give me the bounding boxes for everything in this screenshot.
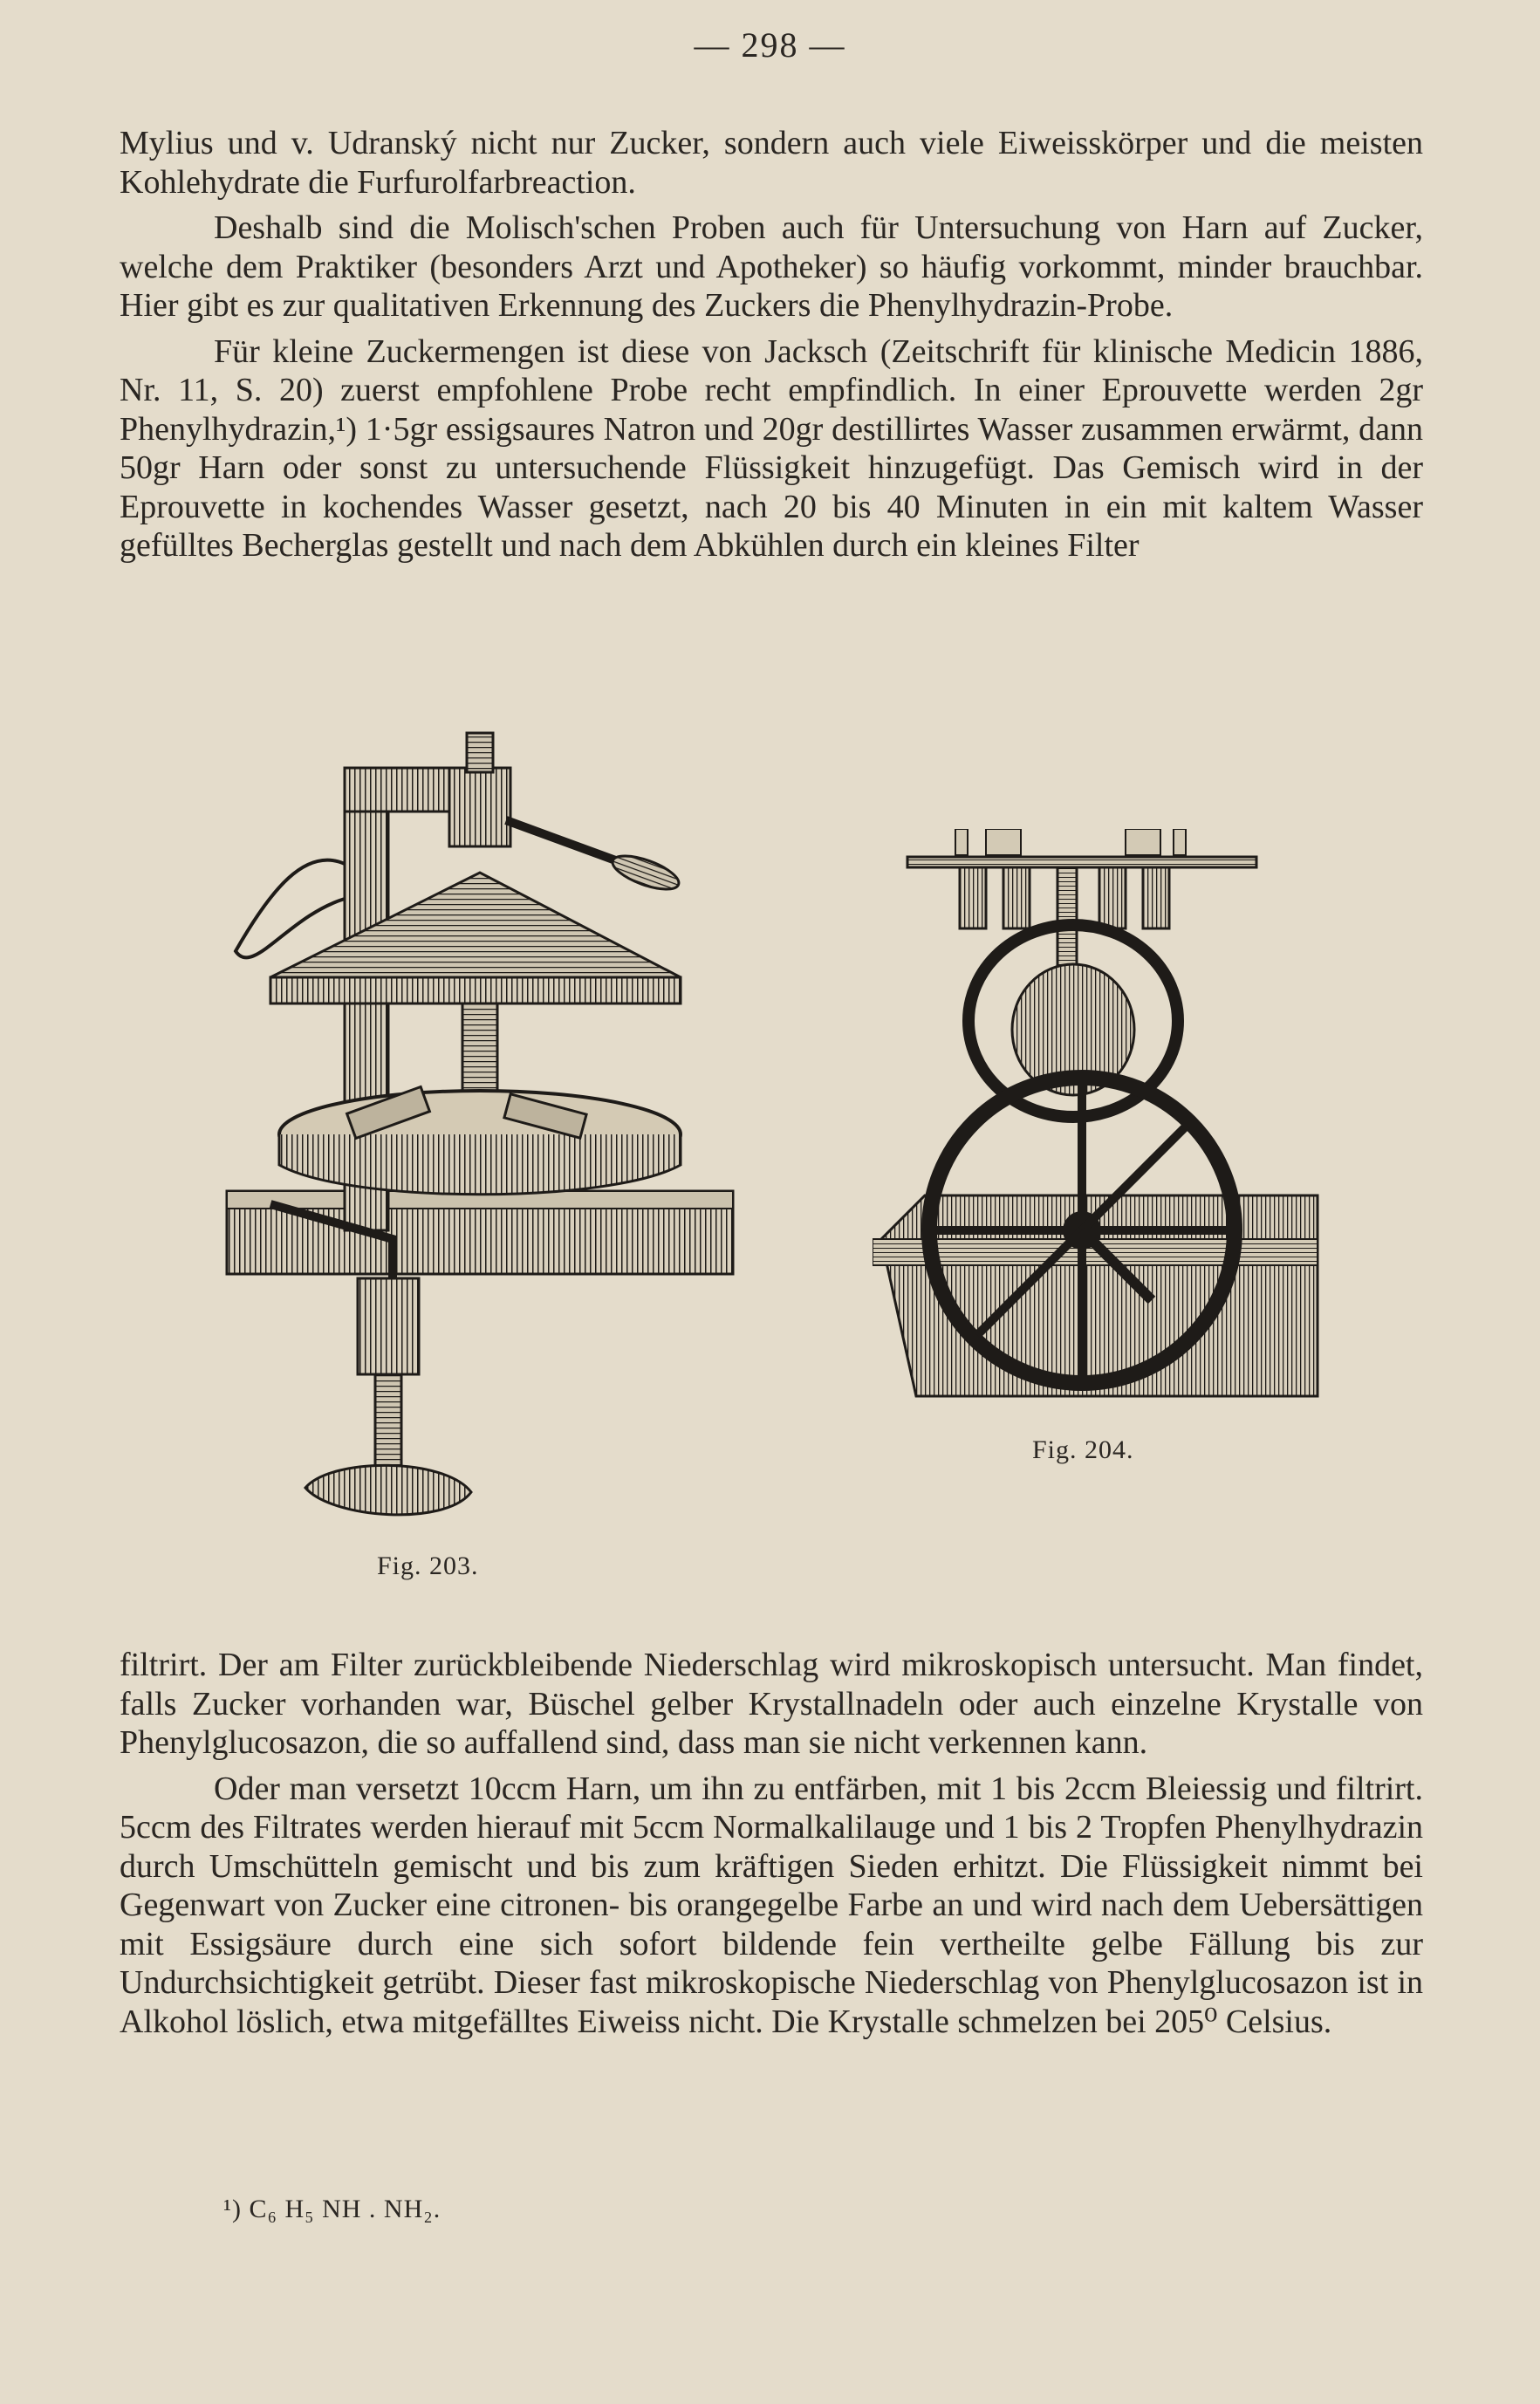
paragraph: filtrirt. Der am Filter zurückbleibende Niederschlag wird mikroskopisch untersucht. Man findet, falls Zucker vorhanden war, Büschel gelber Krystallnadeln oder auch einzelne Krystalle von Phenylglucosazon, die so auffallend sind, dass man sie nicht verkennen kann. <box>120 1647 1423 1761</box>
paragraph: Mylius und v. Udranský nicht nur Zucker, sondern auch viele Eiweisskörper und die meisten Kohlehydrate die Furfurolfarbreaction. <box>120 125 1423 201</box>
figure-203-caption: Fig. 203. <box>377 1551 479 1580</box>
paragraph: Oder man versetzt 10ccm Harn, um ihn zu entfärben, mit 1 bis 2ccm Bleiessig und filtrirt. 5ccm des Filtrates werden hierauf mit 5ccm Normalkalilauge und 1 bis 2 Tropfen Phenylhydrazin durch Umschütteln gemischt und bis zum kräftigen Sieden erhitzt. Die Flüssigkeit nimmt bei Gegenwart von Zucker eine citronen- bis orangegelbe Farbe an und wird nach dem Uebersättigen mit Essigsäure durch eine sich sofort bildende fein vertheilte gelbe Fällung bis zur Undurchsichtigkeit getrübt. Dieser fast mikroskopische Niederschlag von Phenylglucosazon ist in Alkohol löslich, etwa mitgefälltes Eiweiss nicht. Die Krystalle schmelzen bei 205⁰ Celsius. <box>120 1770 1423 2040</box>
paragraph: Deshalb sind die Molisch'schen Proben auch für Untersuchung von Harn auf Zucker, welche dem Praktiker (besonders Arzt und Apotheker) so häufig vorkommt, minder brauchbar. Hier gibt es zur qualitativen Erkennung des Zuckers die Phenylhydrazin-Probe. <box>120 209 1423 324</box>
page-number: — 298 — <box>694 25 846 65</box>
figure-204-caption: Fig. 204. <box>1032 1435 1134 1464</box>
figure-203-illustration <box>218 716 742 1544</box>
figure-204-illustration <box>873 829 1326 1405</box>
text-block-bottom <box>120 1646 1423 2048</box>
text-block-top <box>120 124 1423 572</box>
paragraph: Für kleine Zuckermengen ist diese von Jacksch (Zeitschrift für klinische Medicin 1886, Nr. 11, S. 20) zuerst empfohlene Probe recht empfindlich. In einer Eprouvette werden 2gr Phenylhydrazin,¹) 1·5gr essigsaures Natron und 20gr destillirtes Wasser zusammen erwärmt, dann 50gr Harn oder sonst zu untersuchende Flüssigkeit hinzugefügt. Das Gemisch wird in der Eprouvette in kochendes Wasser gesetzt, nach 20 bis 40 Minuten in ein mit kaltem Wasser gefülltes Becherglas gestellt und nach dem Abkühlen durch ein kleines Filter <box>120 332 1423 564</box>
footnote: ¹) C₆ H₅ NH . NH₂. <box>223 2195 441 2223</box>
